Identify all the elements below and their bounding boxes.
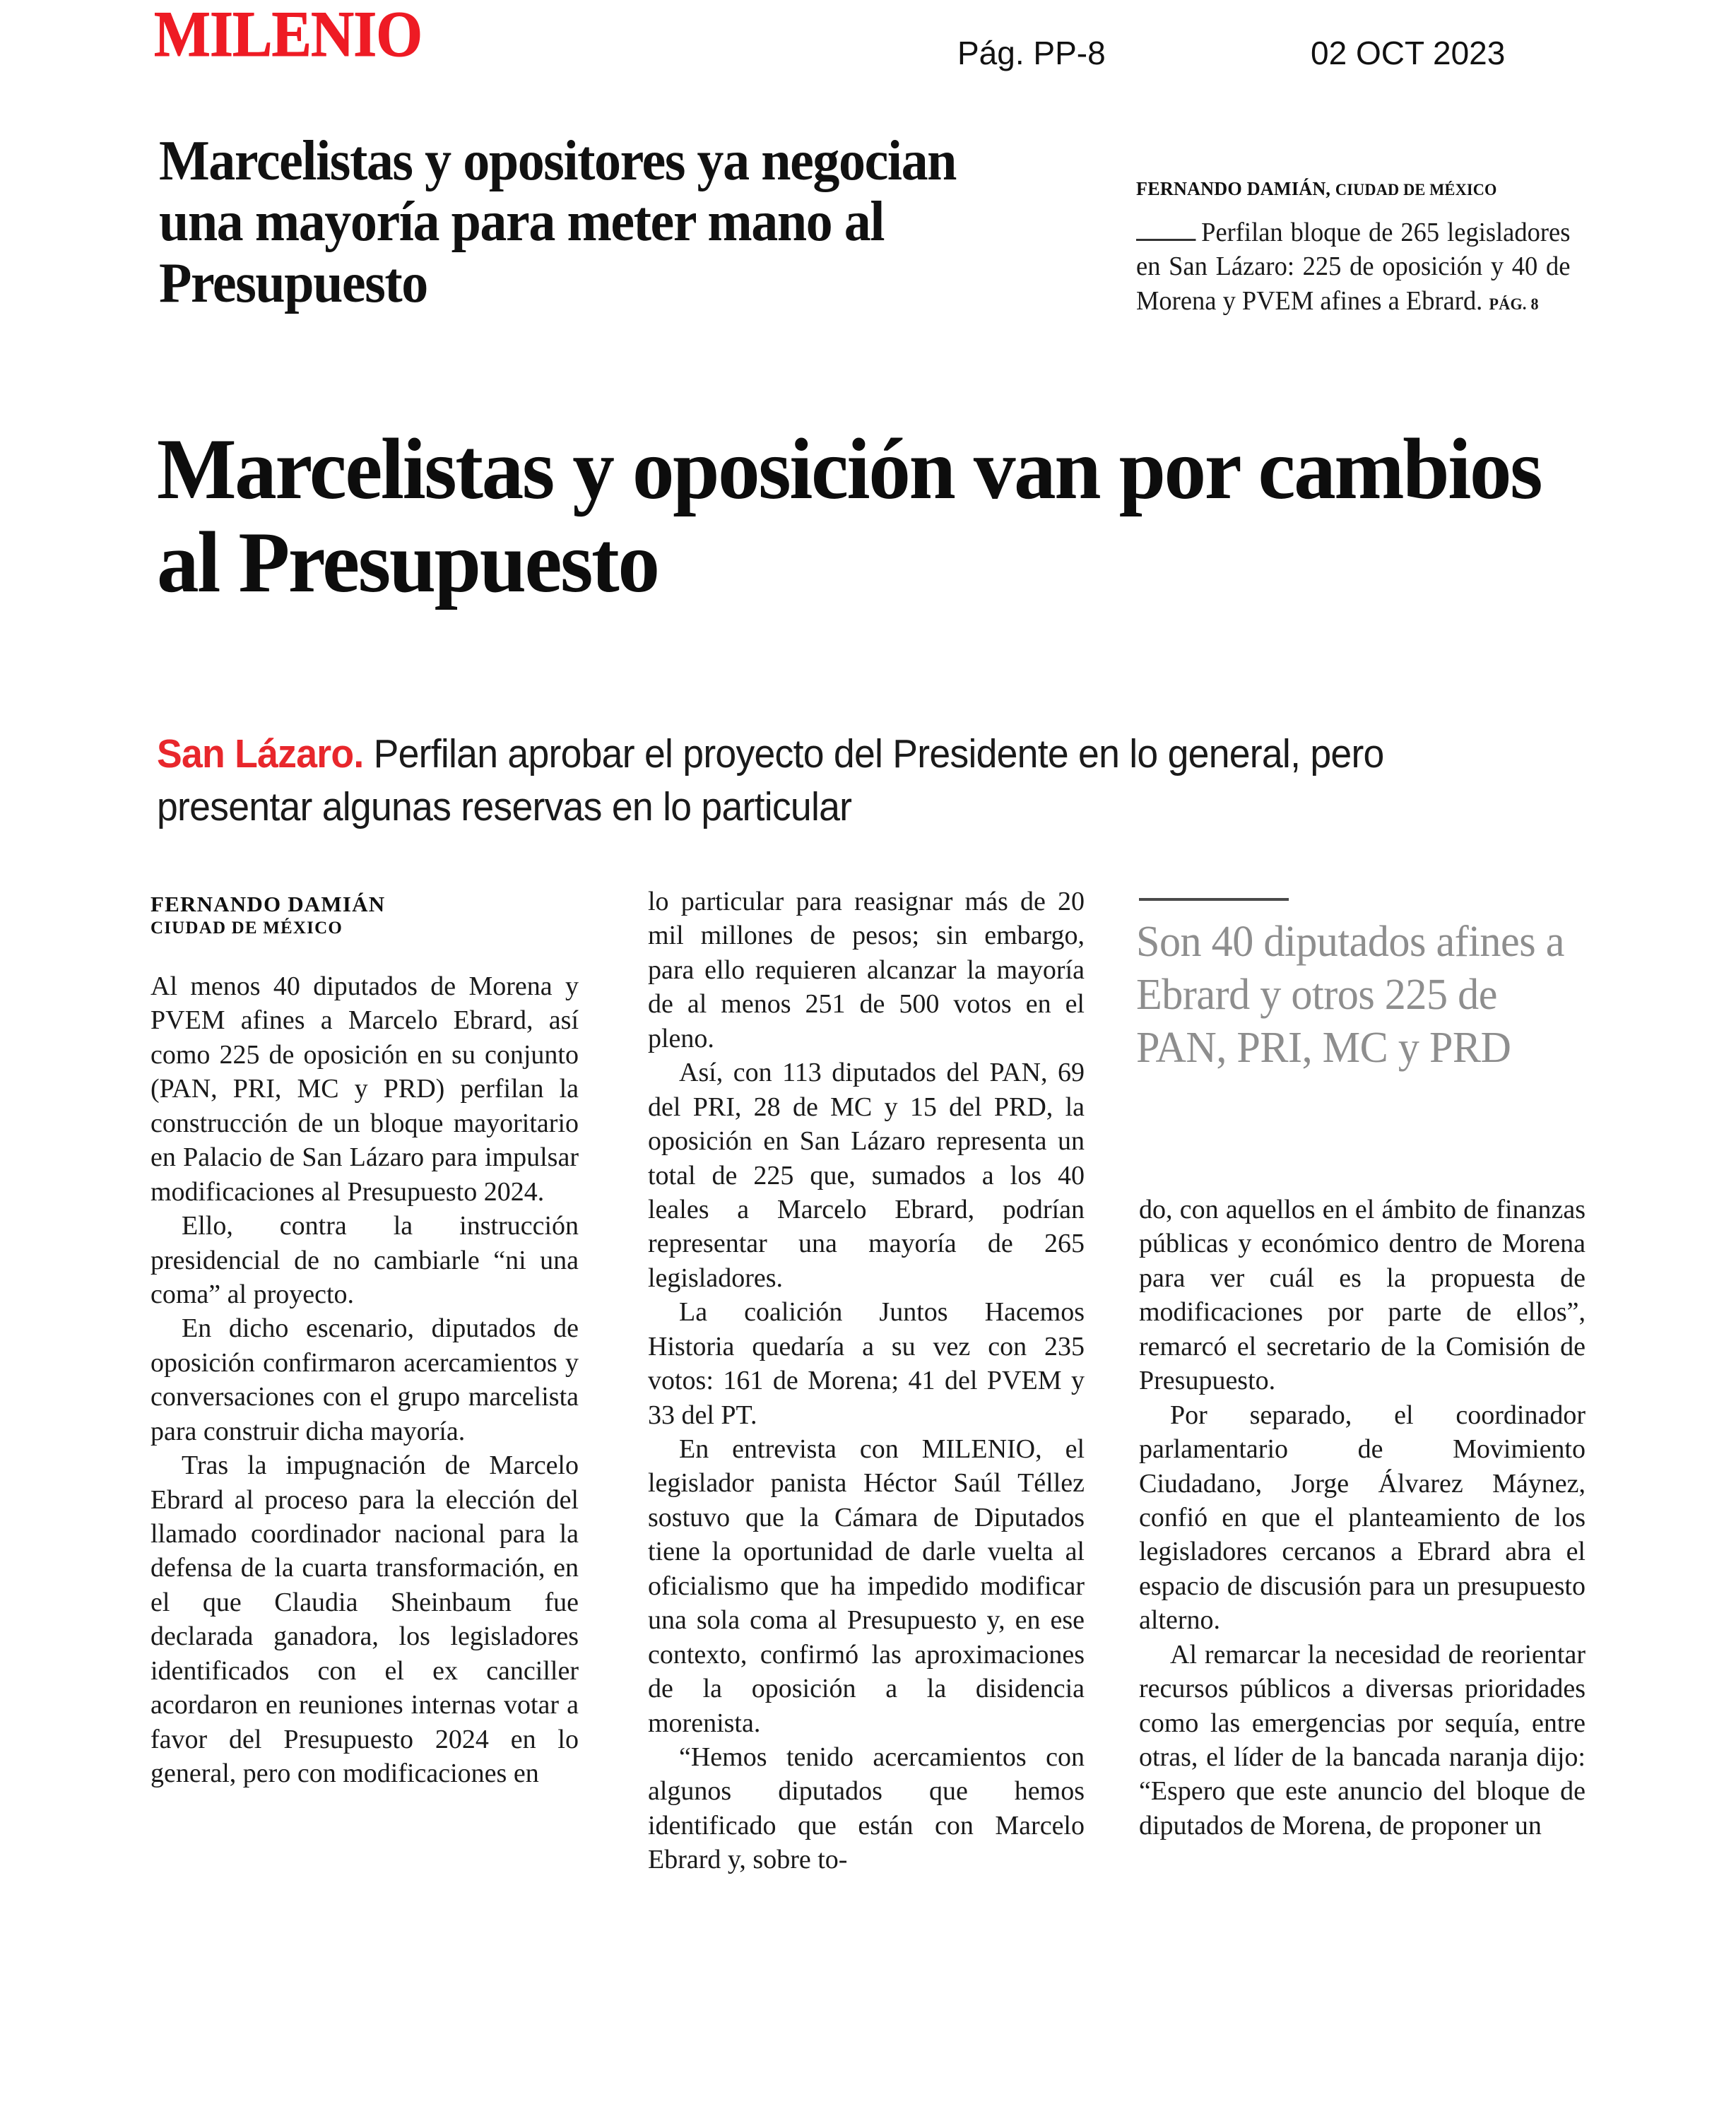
- article-headline: Marcelistas y oposición van por cambios al Presupuesto: [157, 420, 1542, 610]
- publication-date-label: 02 OCT 2023: [1311, 35, 1506, 71]
- article-byline-city: CIUDAD DE MÉXICO: [150, 918, 343, 938]
- body-paragraph: En entrevista con MILENIO, el legislador panista Héctor Saúl Téllez sostuvo que la Cámara de Diputados tiene la oportunidad de darle vuelta al oficialismo que ha impedido modificar una sola coma al Presupuesto y, en ese contexto, confirmó las aproximaciones de la oposición a la disidencia morenista.: [648, 1434, 1085, 1738]
- milenio-masthead-logo: MILENIO: [154, 0, 423, 70]
- teaser-byline-city: CIUDAD DE MÉXICO: [1335, 181, 1497, 199]
- page-reference-label: Pág. PP-8: [957, 35, 1106, 71]
- deck-kicker: San Lázaro.: [157, 731, 364, 776]
- teaser-summary-text: Perfilan bloque de 265 legisladores en San Lázaro: 225 de oposición y 40 de Morena y PVEM afines a Ebrard.: [1136, 218, 1571, 316]
- body-paragraph: lo particular para reasignar más de 20 mil millones de pesos; sin embargo, para ello requieren alcanzar la mayoría de al menos 251 de 500 votos en el pleno.: [648, 887, 1085, 1053]
- teaser-page-pointer: PÁG. 8: [1489, 295, 1539, 313]
- page-header: [0, 0, 1736, 106]
- body-paragraph: Tras la impugnación de Marcelo Ebrard al proceso para la elección del llamado coordinador nacional para la defensa de la cuarta transformación, en el que Claudia Sheinbaum fue declarada ganadora, los legisladores identificados con el ex canciller acordaron en reuniones internas votar a favor del Presupuesto 2024 en lo general, pero con modificaciones en: [150, 1451, 579, 1789]
- teaser-summary: [1136, 215, 1570, 318]
- teaser-byline-author: FERNANDO DAMIÁN,: [1136, 178, 1331, 199]
- body-paragraph: La coalición Juntos Hacemos Historia quedaría a su vez con 235 votos: 161 de Morena; 41 del PVEM y 33 del PT.: [648, 1297, 1085, 1430]
- article-byline-author: FERNANDO DAMIÁN: [150, 892, 386, 916]
- body-column-3: [1139, 1193, 1586, 2111]
- teaser-dash-rule: [1136, 225, 1195, 241]
- pullquote-rule: [1139, 898, 1289, 901]
- body-paragraph: “Hemos tenido acercamientos con algunos diputados que hemos identificado que están con Marcelo Ebrard y, sobre to-: [648, 1742, 1085, 1875]
- body-paragraph: Al remarcar la necesidad de reorientar recursos públicos a diversas prioridades como las emergencias por sequía, entre otras, el líder de la bancada naranja dijo: “Espero que este anuncio del bloque de diputados de Morena, de proponer un: [1139, 1639, 1586, 1841]
- body-paragraph: Por separado, el coordinador parlamentario de Movimiento Ciudadano, Jorge Álvarez Máynez, confió en que el planteamiento de los legisladores cercanos a Ebrard abra el espacio de discusión para un presupuesto alterno.: [1139, 1400, 1586, 1636]
- deck-text: Perfilan aprobar el proyecto del Presidente en lo general, pero presentar algunas reservas en lo particular: [157, 731, 1384, 830]
- body-paragraph: do, con aquellos en el ámbito de finanzas públicas y económico dentro de Morena para ver cuál es la propuesta de modificaciones por parte de ellos”, remarcó el secretario de la Comisión de Presupuesto.: [1139, 1195, 1586, 1396]
- teaser-headline: Marcelistas y opositores ya negocian una mayoría para meter mano al Presupuesto: [159, 130, 957, 314]
- article-deck: [157, 728, 1492, 834]
- teaser-sidebar: [1136, 178, 1588, 318]
- teaser-byline: [1136, 178, 1575, 200]
- article-byline: [150, 892, 579, 938]
- body-paragraph: En dicho escenario, diputados de oposición confirmaron acercamientos y conversaciones con el grupo marcelista para construir dicha mayoría.: [150, 1313, 579, 1446]
- body-paragraph: Al menos 40 diputados de Morena y PVEM afines a Marcelo Ebrard, así como 225 de oposición en su conjunto (PAN, PRI, MC y PRD) perfilan la construcción de un bloque mayoritario en Palacio de San Lázaro para impulsar modificaciones al Presupuesto 2024.: [150, 971, 579, 1207]
- pullquote-text: Son 40 diputados afines a Ebrard y otros 225 de PAN, PRI, MC y PRD: [1136, 918, 1564, 1073]
- body-column-2: [648, 885, 1085, 2036]
- body-paragraph: Ello, contra la instrucción presidencial de no cambiarle “ni una coma” al proyecto.: [150, 1211, 579, 1309]
- body-paragraph: Así, con 113 diputados del PAN, 69 del PRI, 28 de MC y 15 del PRD, la oposición en San Lázaro representa un total de 225 que, sumados a los 40 leales a Marcelo Ebrard, podrían representar una mayoría de 265 legisladores.: [648, 1058, 1085, 1293]
- body-column-1: [150, 969, 579, 2121]
